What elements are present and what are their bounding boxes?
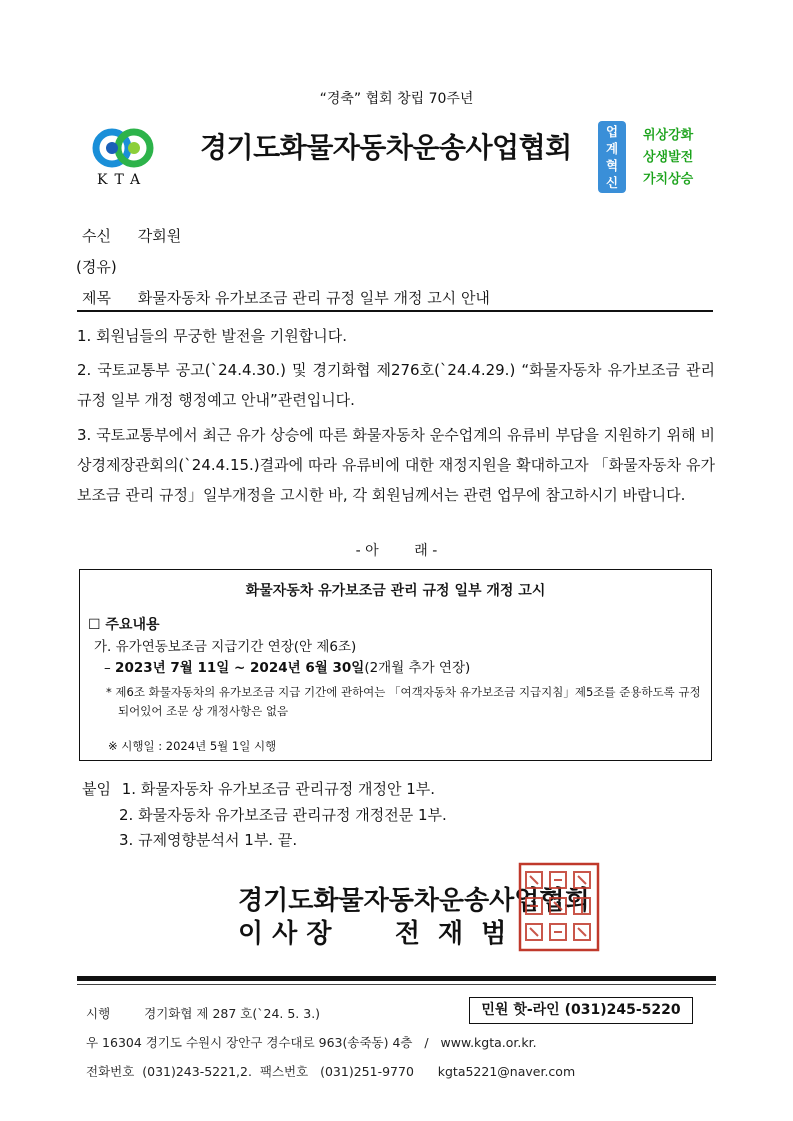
attachment-label: 붙임	[82, 780, 111, 798]
paragraph-2: 2. 국토교통부 공고(`24.4.30.) 및 경기화협 제276호(`24.4.29.) “화물자동차 유가보조금 관리 규정 일부 개정 행정예고 안내”관련입니다.	[77, 361, 715, 409]
period-note: (2개월 추가 연장)	[364, 660, 471, 676]
via-row: (경유)	[76, 258, 117, 276]
slogan-item: 위상강화	[643, 128, 694, 143]
badge-char: 업	[605, 124, 619, 139]
official-seal-icon	[518, 862, 600, 952]
paragraph-1: 1. 회원님들의 무궁한 발전을 기원합니다.	[77, 327, 347, 345]
item-a: 가. 유가연동보조금 지급기간 연장(안 제6조)	[94, 639, 357, 655]
recipient-label: 수신	[82, 227, 111, 245]
organization-title: 경기도화물자동차운송사업협회	[200, 131, 572, 164]
slogan-list	[643, 125, 693, 191]
effective-date: ※ 시행일 : 2024년 5월 1일 시행	[108, 739, 277, 753]
issue-label: 시행	[86, 1006, 111, 1021]
slogan-item: 상생발전	[643, 150, 694, 165]
footer-thin-rule	[77, 984, 716, 985]
footnote: * 제6조 화물자동차의 유가보조금 지급 기간에 관하여는 「여객자동차 유가보조금 지급지침」제5조를 준용하도록 규정되어있어 조문 상 개정사항은 없음	[106, 685, 701, 718]
period-dates: 2023년 7월 11일 ~ 2024년 6월 30일	[115, 660, 365, 676]
badge-char: 혁	[605, 158, 619, 173]
signature-title: 이 사 장 전 재 범	[238, 919, 507, 949]
subject-value: 화물자동차 유가보조금 관리 규정 일부 개정 고시 안내	[137, 289, 490, 307]
badge-char: 계	[605, 141, 619, 156]
signature-organization: 경기도화물자동차운송사업협회	[238, 886, 590, 916]
recipient-row	[82, 225, 181, 246]
address-line: 우 16304 경기도 수원시 장안구 경수대로 963(송죽동) 4층 / www.kgta.or.kr.	[86, 1035, 537, 1050]
key-content-heading: ☐ 주요내용	[88, 617, 160, 633]
logo-text: KTA	[97, 172, 148, 188]
slogan-item: 가치상승	[643, 172, 694, 187]
recipient-value: 각회원	[137, 227, 182, 245]
badge-char: 신	[605, 175, 619, 190]
issue-value: 경기화협 제 287 호(`24. 5. 3.)	[144, 1006, 321, 1021]
innovation-badge	[598, 121, 626, 193]
issue-row	[86, 1004, 320, 1022]
notice-title: 화물자동차 유가보조금 관리 규정 일부 개정 고시	[245, 583, 546, 599]
footer-thick-rule	[77, 976, 716, 981]
subject-divider	[77, 310, 713, 312]
attachment-item: 3. 규제영향분석서 1부. 끝.	[119, 831, 298, 849]
subject-label: 제목	[82, 289, 111, 307]
attachment-item: 1. 화물자동차 유가보조금 관리규정 개정안 1부.	[121, 780, 436, 798]
attachment-item: 2. 화물자동차 유가보조금 관리규정 개정전문 1부.	[119, 806, 447, 824]
subject-row	[82, 287, 490, 308]
contact-line: 전화번호 (031)243-5221,2. 팩스번호 (031)251-9770 kgta5221@naver.com	[86, 1064, 576, 1079]
notice-box	[79, 569, 712, 761]
hotline-box: 민원 핫-라인 (031)245-5220	[469, 997, 693, 1024]
period-line	[104, 656, 470, 676]
attachment-row-1	[82, 778, 435, 799]
section-title: - 아 래 -	[355, 543, 438, 559]
anniversary-banner: “경축” 협회 창립 70주년	[319, 91, 474, 107]
period-dash: –	[104, 660, 116, 676]
paragraph-3: 3. 국토교통부에서 최근 유가 상승에 따른 화물자동차 운수업계의 유류비 부담을 지원하기 위해 비상경제장관회의(`24.4.15.)결과에 따라 유류비에 대한 재정지원을 확대하고자 「화물자동차 유가보조금 관리 규정」일부개정을 고시한 바, 각 회원님께서는 관련 업무에 참고하시기 바랍니다.	[77, 426, 715, 504]
